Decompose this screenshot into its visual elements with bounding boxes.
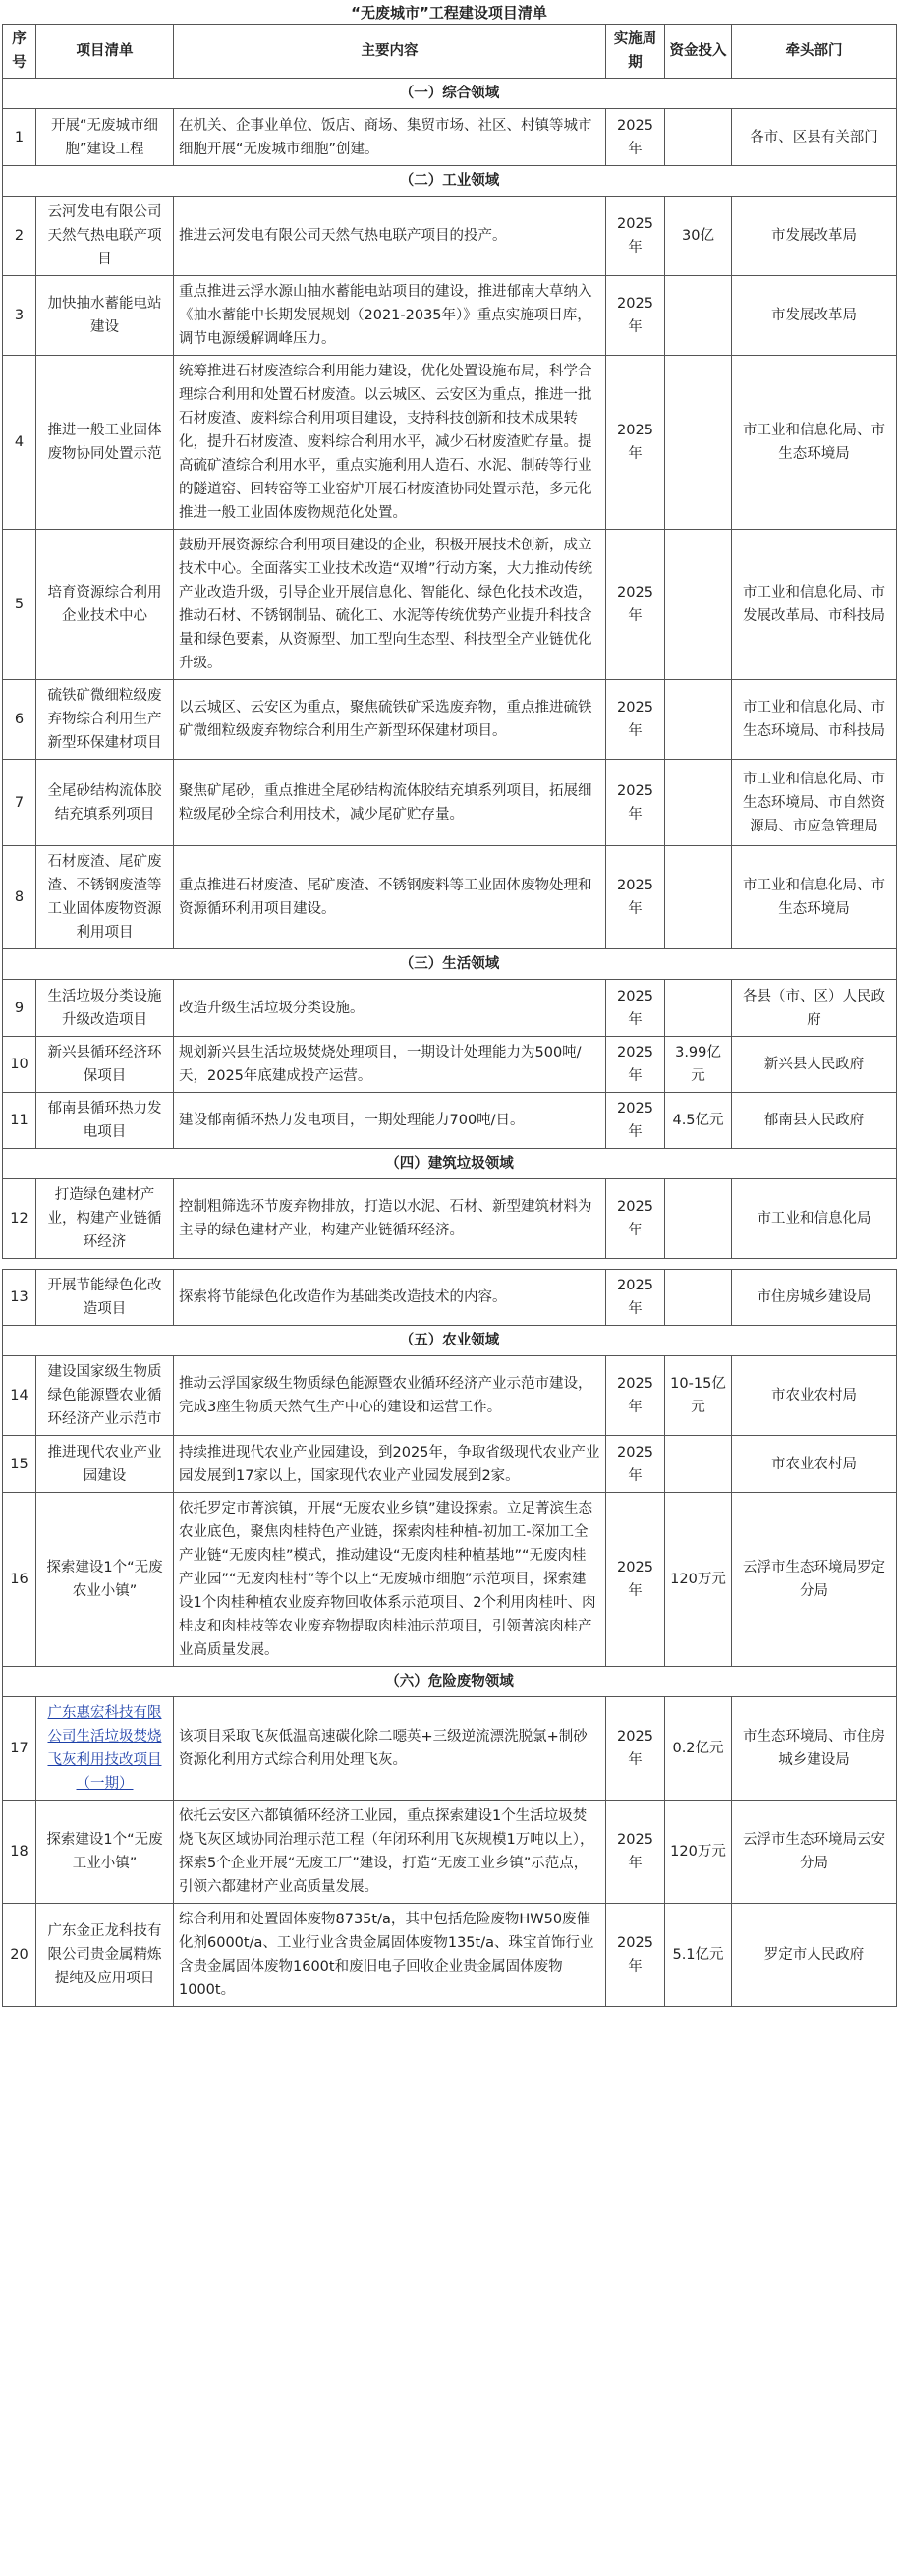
header-row	[3, 25, 897, 79]
main-content: 依托云安区六都镇循环经济工业园，重点探索建设1个生活垃圾焚烧飞灰区域协同治理示范工程（年闭环利用飞灰规模1万吨以上），探索5个企业开展“无废工厂”建设，打造“无废工业乡镇”示范点，引领六都建材产业高质量发展。	[174, 1801, 606, 1904]
fund-investment: 120万元	[665, 1801, 732, 1904]
header-fund: 资金投入	[665, 25, 732, 79]
main-content: 在机关、企事业单位、饭店、商场、集贸市场、社区、村镇等城市细胞开展“无废城市细胞”创建。	[174, 109, 606, 166]
header-period: 实施周期	[606, 25, 665, 79]
fund-investment	[665, 530, 732, 680]
fund-investment: 5.1亿元	[665, 1904, 732, 2007]
lead-department: 市工业和信息化局、市生态环境局、市科技局	[732, 680, 897, 760]
header-dept: 牵头部门	[732, 25, 897, 79]
fund-investment: 4.5亿元	[665, 1093, 732, 1149]
main-content: 依托罗定市菁滨镇，开展“无废农业乡镇”建设探索。立足菁滨生态农业底色，聚焦肉桂特色产业链，探索肉桂种植-初加工-深加工全产业链“无废肉桂”模式，推动建设“无废肉桂种植基地”“无废肉桂产业园”“无废肉桂村”等个以上“无废城市细胞”示范项目，探索建设1个肉桂种植农业废弃物回收体系示范项目、2个利用肉桂叶、肉桂皮和肉桂枝等农业废弃物提取肉桂油示范项目，引领菁滨肉桂产业高质量发展。	[174, 1493, 606, 1667]
fund-investment: 3.99亿元	[665, 1037, 732, 1093]
implementation-period: 2025年	[606, 680, 665, 760]
main-content: 改造升级生活垃圾分类设施。	[174, 980, 606, 1037]
table-row	[3, 1904, 897, 2007]
section-row	[3, 949, 897, 980]
section-title: （六）危险废物领域	[3, 1667, 897, 1697]
lead-department: 市发展改革局	[732, 197, 897, 276]
row-number: 10	[3, 1037, 36, 1093]
project-name: 培育资源综合利用企业技术中心	[36, 530, 174, 680]
lead-department: 市农业农村局	[732, 1436, 897, 1493]
project-name: 建设国家级生物质绿色能源暨农业循环经济产业示范市	[36, 1356, 174, 1436]
project-name: 推进现代农业产业园建设	[36, 1436, 174, 1493]
row-number: 5	[3, 530, 36, 680]
row-number: 16	[3, 1493, 36, 1667]
row-number: 1	[3, 109, 36, 166]
implementation-period: 2025年	[606, 197, 665, 276]
implementation-period: 2025年	[606, 356, 665, 530]
implementation-period: 2025年	[606, 1270, 665, 1326]
section-title: （三）生活领域	[3, 949, 897, 980]
lead-department: 市生态环境局、市住房城乡建设局	[732, 1697, 897, 1801]
header-no: 序号	[3, 25, 36, 79]
main-content: 推进云河发电有限公司天然气热电联产项目的投产。	[174, 197, 606, 276]
main-content: 规划新兴县生活垃圾焚烧处理项目，一期设计处理能力为500吨/天，2025年底建成投产运营。	[174, 1037, 606, 1093]
main-content: 综合利用和处置固体废物8735t/a，其中包括危险废物HW50废催化剂6000t/a、工业行业含贵金属固体废物135t/a、珠宝首饰行业含贵金属固体废物1600t和废旧电子回收企业贵金属固体废物1000t。	[174, 1904, 606, 2007]
lead-department: 各县（市、区）人民政府	[732, 980, 897, 1037]
section-row	[3, 1667, 897, 1697]
section-row	[3, 79, 897, 109]
section-row	[3, 166, 897, 197]
project-name: 探索建设1个“无废农业小镇”	[36, 1493, 174, 1667]
project-name: 石材废渣、尾矿废渣、不锈钢废渣等工业固体废物资源利用项目	[36, 846, 174, 949]
table-row	[3, 1179, 897, 1259]
project-name: 加快抽水蓄能电站建设	[36, 276, 174, 356]
table-row	[3, 1270, 897, 1326]
row-number: 17	[3, 1697, 36, 1801]
row-number: 12	[3, 1179, 36, 1259]
fund-investment	[665, 1270, 732, 1326]
project-name: 云河发电有限公司天然气热电联产项目	[36, 197, 174, 276]
fund-investment	[665, 980, 732, 1037]
main-content: 统筹推进石材废渣综合利用能力建设，优化处置设施布局，科学合理综合利用和处置石材废渣。以云城区、云安区为重点，推进一批石材废渣、废料综合利用项目建设，支持科技创新和技术成果转化，提升石材废渣、废料综合利用水平，减少石材废渣贮存量。提高硫矿渣综合利用水平，重点实施利用人造石、水泥、制砖等行业的隧道窑、回转窑等工业窑炉开展石材废渣协同处置示范，多元化推进一般工业固体废物规范化处置。	[174, 356, 606, 530]
implementation-period: 2025年	[606, 109, 665, 166]
implementation-period: 2025年	[606, 1356, 665, 1436]
project-name: 打造绿色建材产业，构建产业链循环经济	[36, 1179, 174, 1259]
project-name: 生活垃圾分类设施升级改造项目	[36, 980, 174, 1037]
row-number: 3	[3, 276, 36, 356]
lead-department: 郁南县人民政府	[732, 1093, 897, 1149]
lead-department: 市农业农村局	[732, 1356, 897, 1436]
project-name: 新兴县循环经济环保项目	[36, 1037, 174, 1093]
fund-investment	[665, 276, 732, 356]
project-name: 推进一般工业固体废物协同处置示范	[36, 356, 174, 530]
section-row	[3, 1149, 897, 1179]
fund-investment	[665, 846, 732, 949]
fund-investment	[665, 109, 732, 166]
table-row	[3, 276, 897, 356]
row-number: 14	[3, 1356, 36, 1436]
table-row	[3, 1493, 897, 1667]
table-row	[3, 1801, 897, 1904]
project-name: 郁南县循环热力发电项目	[36, 1093, 174, 1149]
lead-department: 云浮市生态环境局云安分局	[732, 1801, 897, 1904]
lead-department: 市工业和信息化局、市生态环境局	[732, 356, 897, 530]
implementation-period: 2025年	[606, 1093, 665, 1149]
section-title: （一）综合领域	[3, 79, 897, 109]
main-content: 重点推进石材废渣、尾矿废渣、不锈钢废料等工业固体废物处理和资源循环利用项目建设。	[174, 846, 606, 949]
table-row	[3, 356, 897, 530]
lead-department: 罗定市人民政府	[732, 1904, 897, 2007]
table-row	[3, 980, 897, 1037]
section-title: （二）工业领域	[3, 166, 897, 197]
lead-department: 新兴县人民政府	[732, 1037, 897, 1093]
main-content: 该项目采取飞灰低温高速碳化除二噁英+三级逆流漂洗脱氯+制砂资源化利用方式综合利用处理飞灰。	[174, 1697, 606, 1801]
header-content: 主要内容	[174, 25, 606, 79]
fund-investment: 120万元	[665, 1493, 732, 1667]
implementation-period: 2025年	[606, 1801, 665, 1904]
section-row	[3, 1326, 897, 1356]
implementation-period: 2025年	[606, 1436, 665, 1493]
row-number: 18	[3, 1801, 36, 1904]
row-number: 9	[3, 980, 36, 1037]
main-content: 聚焦矿尾砂，重点推进全尾砂结构流体胶结充填系列项目，拓展细粒级尾砂全综合利用技术，减少尾矿贮存量。	[174, 760, 606, 846]
project-name: 硫铁矿微细粒级废弃物综合利用生产新型环保建材项目	[36, 680, 174, 760]
row-number: 4	[3, 356, 36, 530]
main-content: 建设郁南循环热力发电项目，一期处理能力700吨/日。	[174, 1093, 606, 1149]
row-number: 8	[3, 846, 36, 949]
row-number: 6	[3, 680, 36, 760]
page-gap-cell	[3, 1259, 897, 1270]
header-name: 项目清单	[36, 25, 174, 79]
fund-investment: 10-15亿元	[665, 1356, 732, 1436]
project-table	[2, 24, 897, 2007]
page-gap	[3, 1259, 897, 1270]
lead-department: 云浮市生态环境局罗定分局	[732, 1493, 897, 1667]
project-name[interactable]: 广东惠宏科技有限公司生活垃圾焚烧飞灰利用技改项目（一期）	[36, 1697, 174, 1801]
table-row	[3, 197, 897, 276]
table-row	[3, 1356, 897, 1436]
implementation-period: 2025年	[606, 1037, 665, 1093]
table-body	[3, 79, 897, 2007]
table-row	[3, 1093, 897, 1149]
implementation-period: 2025年	[606, 846, 665, 949]
main-content: 推动云浮国家级生物质绿色能源暨农业循环经济产业示范市建设，完成3座生物质天然气生产中心的建设和运营工作。	[174, 1356, 606, 1436]
table-row	[3, 1697, 897, 1801]
project-name: 开展“无废城市细胞”建设工程	[36, 109, 174, 166]
table-row	[3, 1436, 897, 1493]
row-number: 20	[3, 1904, 36, 2007]
fund-investment	[665, 760, 732, 846]
main-content: 持续推进现代农业产业园建设，到2025年，争取省级现代农业产业园发展到17家以上，国家现代农业产业园发展到2家。	[174, 1436, 606, 1493]
table-row	[3, 846, 897, 949]
lead-department: 各市、区县有关部门	[732, 109, 897, 166]
document-title: “无废城市”工程建设项目清单	[351, 4, 547, 22]
main-content: 控制粗筛选环节废弃物排放，打造以水泥、石材、新型建筑材料为主导的绿色建材产业，构建产业链循环经济。	[174, 1179, 606, 1259]
table-row	[3, 1037, 897, 1093]
project-name: 广东金正龙科技有限公司贵金属精炼提纯及应用项目	[36, 1904, 174, 2007]
fund-investment	[665, 680, 732, 760]
implementation-period: 2025年	[606, 276, 665, 356]
project-name: 探索建设1个“无废工业小镇”	[36, 1801, 174, 1904]
lead-department: 市发展改革局	[732, 276, 897, 356]
lead-department: 市工业和信息化局	[732, 1179, 897, 1259]
implementation-period: 2025年	[606, 1904, 665, 2007]
table-row	[3, 760, 897, 846]
implementation-period: 2025年	[606, 1493, 665, 1667]
project-name: 全尾砂结构流体胶结充填系列项目	[36, 760, 174, 846]
main-content: 鼓励开展资源综合利用项目建设的企业，积极开展技术创新，成立技术中心。全面落实工业技术改造“双增”行动方案，大力推动传统产业改造升级，引导企业开展信息化、智能化、绿色化技术改造，推动石材、不锈钢制品、硫化工、水泥等传统优势产业提升科技含量和绿色要素，从资源型、加工型向生态型、科技型全产业链优化升级。	[174, 530, 606, 680]
row-number: 11	[3, 1093, 36, 1149]
project-name: 开展节能绿色化改造项目	[36, 1270, 174, 1326]
table-row	[3, 680, 897, 760]
lead-department: 市工业和信息化局、市生态环境局	[732, 846, 897, 949]
section-title: （四）建筑垃圾领域	[3, 1149, 897, 1179]
fund-investment: 0.2亿元	[665, 1697, 732, 1801]
main-content: 探索将节能绿色化改造作为基础类改造技术的内容。	[174, 1270, 606, 1326]
implementation-period: 2025年	[606, 760, 665, 846]
lead-department: 市工业和信息化局、市生态环境局、市自然资源局、市应急管理局	[732, 760, 897, 846]
row-number: 7	[3, 760, 36, 846]
implementation-period: 2025年	[606, 1697, 665, 1801]
implementation-period: 2025年	[606, 530, 665, 680]
table-row	[3, 109, 897, 166]
table-row	[3, 530, 897, 680]
main-content: 以云城区、云安区为重点，聚焦硫铁矿采选废弃物，重点推进硫铁矿微细粒级废弃物综合利用生产新型环保建材项目。	[174, 680, 606, 760]
section-title: （五）农业领域	[3, 1326, 897, 1356]
row-number: 13	[3, 1270, 36, 1326]
fund-investment	[665, 1179, 732, 1259]
main-content: 重点推进云浮水源山抽水蓄能电站项目的建设，推进郁南大草纳入《抽水蓄能中长期发展规划（2021-2035年）》重点实施项目库，调节电源缓解调峰压力。	[174, 276, 606, 356]
fund-investment	[665, 356, 732, 530]
lead-department: 市工业和信息化局、市发展改革局、市科技局	[732, 530, 897, 680]
row-number: 2	[3, 197, 36, 276]
fund-investment	[665, 1436, 732, 1493]
implementation-period: 2025年	[606, 1179, 665, 1259]
lead-department: 市住房城乡建设局	[732, 1270, 897, 1326]
row-number: 15	[3, 1436, 36, 1493]
fund-investment: 30亿	[665, 197, 732, 276]
implementation-period: 2025年	[606, 980, 665, 1037]
